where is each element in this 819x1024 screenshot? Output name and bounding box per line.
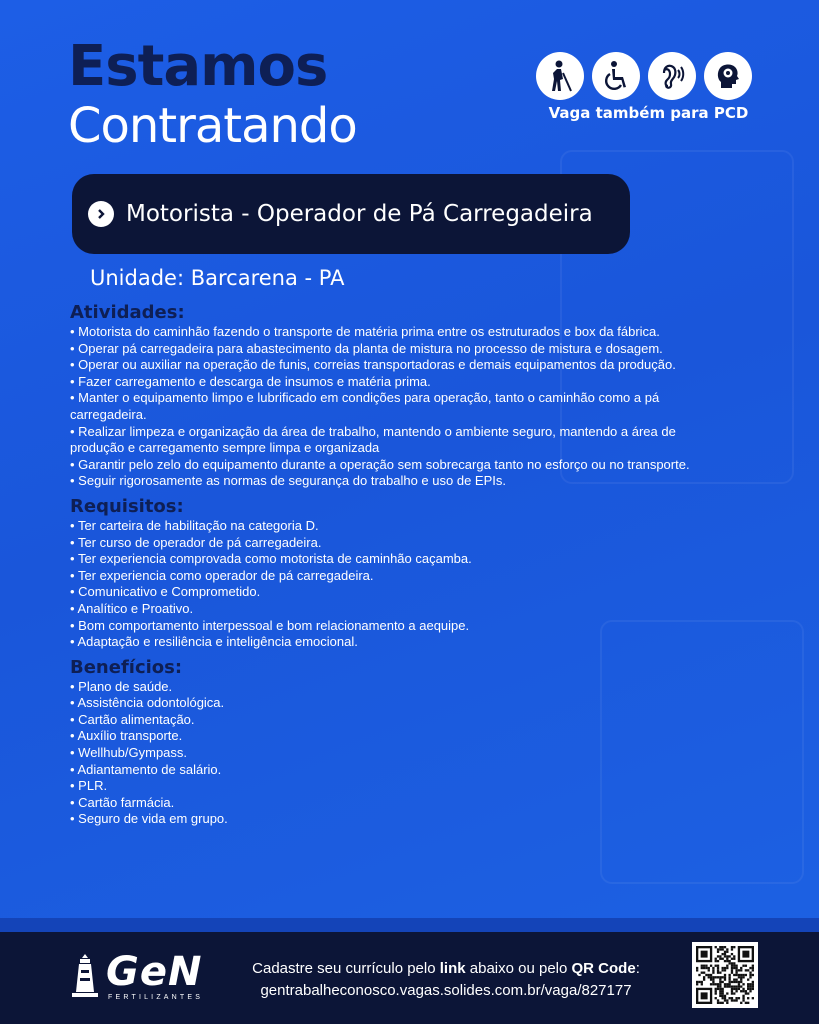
headline-line1: Estamos xyxy=(68,34,328,99)
pcd-label: Vaga também para PCD xyxy=(548,104,749,122)
application-url[interactable]: gentrabalheconosco.vagas.solides.com.br/vaga/827177 xyxy=(260,982,632,999)
list-item: • Cartão alimentação. xyxy=(70,712,720,729)
footer xyxy=(0,932,819,1024)
list-item: • Auxílio transporte. xyxy=(70,728,720,745)
list-item: • Assistência odontológica. xyxy=(70,695,720,712)
lighthouse-icon xyxy=(70,952,100,1000)
logo-subtitle: FERTILIZANTES xyxy=(108,994,204,1001)
list-item: • Manter o equipamento limpo e lubrificado em condições para operação, tanto o caminhão como a pá carregadeira. xyxy=(70,390,720,423)
list-item: • Adaptação e resiliência e inteligência emocional. xyxy=(70,634,720,651)
benefits-list xyxy=(70,679,720,828)
cta-link-word: link xyxy=(439,960,466,977)
headline xyxy=(68,36,357,154)
call-to-action xyxy=(222,958,670,1002)
cta-qr-word: QR Code xyxy=(571,960,636,977)
pcd-badge xyxy=(536,52,761,122)
list-item: • Seguir rigorosamente as normas de segurança do trabalho e uso de EPIs. xyxy=(70,473,720,490)
unit-location: Unidade: Barcarena - PA xyxy=(90,266,345,290)
list-item: • Ter experiencia comprovada como motorista de caminhão caçamba. xyxy=(70,551,720,568)
wheelchair-icon xyxy=(592,52,640,100)
list-item: • Operar ou auxiliar na operação de funis, correias transportadoras e demais equipamentos da produção. xyxy=(70,357,720,374)
list-item: • Ter curso de operador de pá carregadeira. xyxy=(70,535,720,552)
list-item: • Comunicativo e Comprometido. xyxy=(70,584,720,601)
qr-code[interactable] xyxy=(692,942,758,1008)
intellectual-disability-icon xyxy=(704,52,752,100)
job-title: Motorista - Operador de Pá Carregadeira xyxy=(126,201,593,227)
list-item: • Realizar limpeza e organização da área de trabalho, mantendo o ambiente seguro, mantendo a área de produção e carregamento sempre limpa e organizada xyxy=(70,424,720,457)
benefits-title: Benefícios: xyxy=(70,656,183,678)
job-details xyxy=(70,302,720,834)
company-logo xyxy=(70,949,204,1001)
activities-list xyxy=(70,324,720,490)
list-item: • PLR. xyxy=(70,778,720,795)
job-title-pill xyxy=(72,174,630,254)
list-item: • Seguro de vida em grupo. xyxy=(70,811,720,828)
requirements-title: Requisitos: xyxy=(70,495,184,517)
list-item: • Analítico e Proativo. xyxy=(70,601,720,618)
activities-title: Atividades: xyxy=(70,302,185,323)
list-item: • Fazer carregamento e descarga de insumos e matéria prima. xyxy=(70,374,720,391)
list-item: • Bom comportamento interpessoal e bom relacionamento a aequipe. xyxy=(70,618,720,635)
footer-stripe xyxy=(0,918,819,932)
list-item: • Ter carteira de habilitação na categoria D. xyxy=(70,518,720,535)
list-item: • Ter experiencia como operador de pá carregadeira. xyxy=(70,568,720,585)
list-item: • Adiantamento de salário. xyxy=(70,762,720,779)
list-item: • Garantir pelo zelo do equipamento durante a operação sem sobrecarga tanto no esforço ou no transporte. xyxy=(70,457,720,474)
hearing-impaired-icon xyxy=(648,52,696,100)
list-item: • Cartão farmácia. xyxy=(70,795,720,812)
list-item: • Plano de saúde. xyxy=(70,679,720,696)
list-item: • Motorista do caminhão fazendo o transporte de matéria prima entre os estruturados e box da fábrica. xyxy=(70,324,720,341)
blind-person-icon xyxy=(536,52,584,100)
logo-name: GeN xyxy=(106,949,203,995)
headline-line2: Contratando xyxy=(68,98,357,154)
list-item: • Wellhub/Gympass. xyxy=(70,745,720,762)
chevron-right-icon xyxy=(88,201,114,227)
requirements-list xyxy=(70,518,720,651)
list-item: • Operar pá carregadeira para abastecimento da planta de mistura no processo de mistura e dosagem. xyxy=(70,341,720,358)
cta-text: abaixo ou pelo xyxy=(465,960,572,977)
cta-text: : xyxy=(635,960,640,977)
cta-text: Cadastre seu currículo pelo xyxy=(252,960,440,977)
